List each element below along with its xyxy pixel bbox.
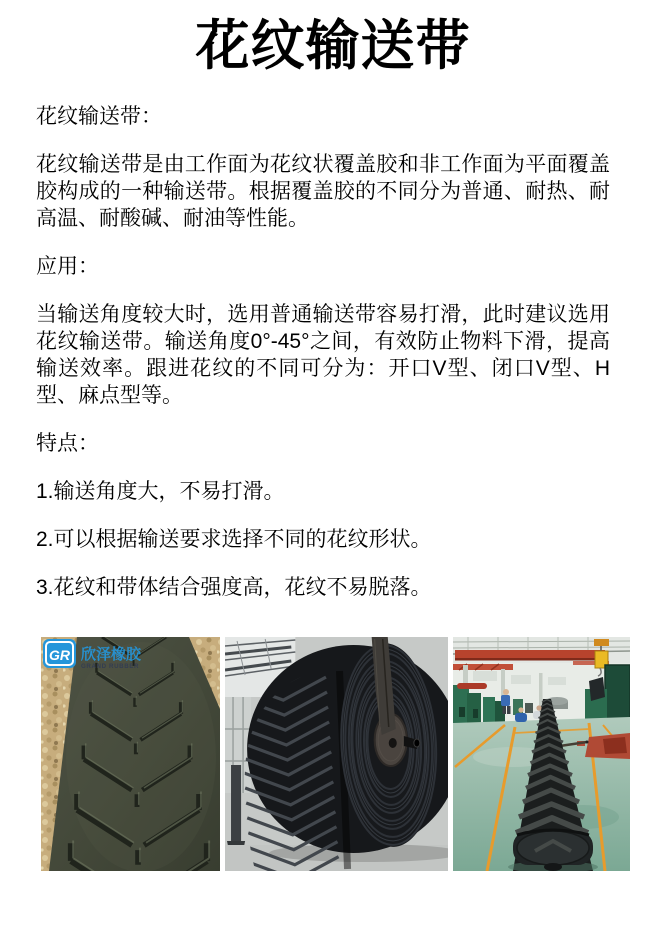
photo-belt-roll (225, 637, 448, 871)
feature-item-2: 2.可以根据输送要求选择不同的花纹形状。 (36, 528, 432, 551)
intro-label: 花纹输送带： (36, 105, 162, 128)
photo-chevron-belt (41, 637, 220, 871)
chevron-belt-photo (41, 637, 220, 871)
photo-factory-floor (453, 637, 630, 871)
belt-roll-end (508, 830, 598, 871)
product-photo-row (41, 637, 666, 871)
feature-item-3: 3.花纹和带体结合强度高，花纹不易脱落。 (36, 576, 432, 599)
brand-name-cn: 欣泽橡胶 (81, 646, 142, 663)
features-label: 特点： (36, 432, 99, 455)
gr-logo-abbr: GR (49, 647, 70, 663)
brand-name-en: GRAND RUBBER (81, 663, 140, 670)
intro-paragraph: 花纹输送带是由工作面为花纹状覆盖胶和非工作面为平面覆盖胶构成的一种输送带。根据覆盖胶的不同分为普通、耐热、耐高温、耐酸碱、耐油等性能。 (36, 153, 610, 230)
feature-item-1: 1.输送角度大，不易打滑。 (36, 480, 285, 503)
page-title: 花纹输送带 (195, 16, 471, 76)
description-text (36, 103, 610, 601)
belt-roll-photo (225, 637, 448, 871)
factory-floor-photo (453, 637, 630, 871)
application-paragraph: 当输送角度较大时，选用普通输送带容易打滑，此时建议选用花纹输送带。输送角度0°-45°之间，有效防止物料下滑，提高输送效率。跟进花纹的不同可分为：开口V型、闭口V型、H型、麻点型等。 (36, 303, 610, 407)
application-label: 应用： (36, 255, 99, 278)
